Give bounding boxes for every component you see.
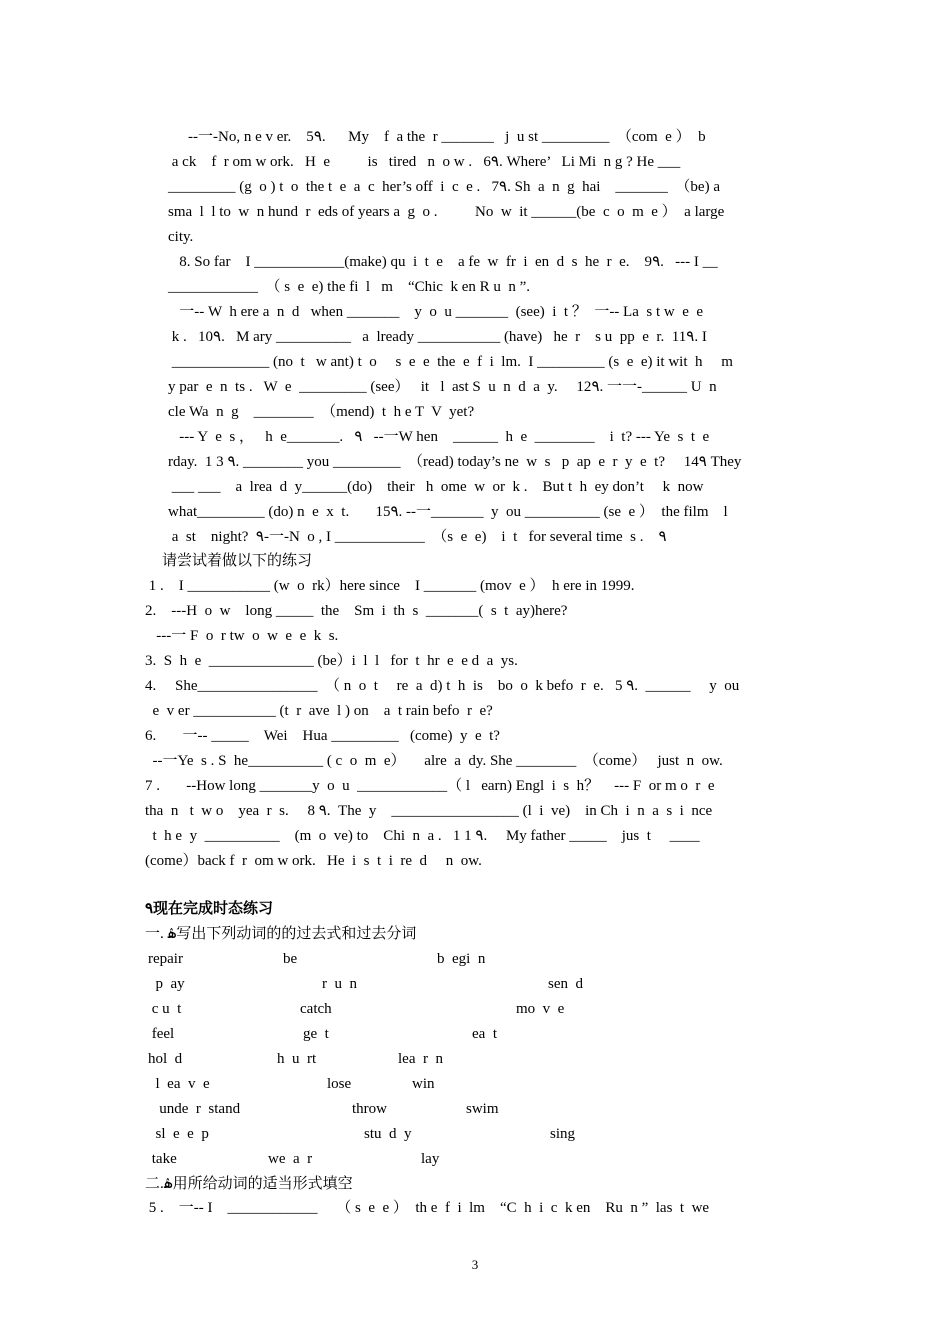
text-line: 8. So far I ____________(make) qu i t e a fe w fr i en d s he r e. 9٩. --- I __ (168, 254, 718, 270)
verb-row (0, 1149, 950, 1169)
verb: stu d y (364, 1126, 412, 1142)
text-line: a ck f r om w ork. H e is tired n o w . 6٩. Where’ Li Mi n g ? He ___ (168, 154, 681, 170)
verb-row (0, 1099, 950, 1119)
exercise-line: --一Ye s . S he__________ ( c o m e） alre a dy. She ________ （come） just n ow. (145, 753, 723, 769)
verb-row (0, 1124, 950, 1144)
section-intro: 请尝试着做以下的练习 (162, 553, 313, 569)
verb: sing (550, 1126, 576, 1142)
verb: be (283, 951, 298, 967)
verb: unde r stand (148, 1101, 241, 1117)
verb-row (0, 1049, 950, 1069)
exercise-line: 5 . 一-- I ____________ （ s e e ） th e f i lm “C h i c k en Ru n ” las t we (145, 1200, 710, 1216)
exercise-line: 1 . I ___________ (w o rk）here since I _______ (mov e ） h ere in 1999. (145, 578, 635, 594)
verb: mo v e (516, 1001, 565, 1017)
verb: catch (300, 1001, 332, 1017)
text-line: ____________ （ s e e) the fi l m “Chic k en R u n ”. (168, 279, 531, 295)
verb: c u t (148, 1001, 182, 1017)
verb: swim (466, 1101, 499, 1117)
text-line: _________ (g o ) t o the t e a c her’s off i c e . 7٩. Sh a n g hai _______ （be) a (168, 179, 720, 195)
page-number: 3 (471, 1257, 479, 1272)
text-line: 一-- W h ere a n d when _______ y o u _______ (see) i t ？ 一-- La s t w e e (168, 304, 704, 320)
text-line: city. (168, 229, 194, 245)
verb: b egi n (437, 951, 486, 967)
exercise-line: tha n t w o yea r s. 8 ٩. The y _________________ (l i ve) in Ch i n a s i nce (145, 803, 713, 819)
verb: p ay (148, 976, 185, 992)
verb: h u rt (277, 1051, 317, 1067)
verb: ge t (303, 1026, 329, 1042)
verb-row (0, 949, 950, 969)
exercise-line: t h e y __________ (m o ve) to Chi n a . 1 1 ٩. My father _____ jus t ____ (145, 828, 700, 844)
exercise-line: 4. She________________ （ n o t re a d) t h is bo o k befo r e. 5 ٩. ______ y ou (145, 678, 740, 694)
verb: lose (327, 1076, 352, 1092)
verb: l ea v e (148, 1076, 210, 1092)
exercise-line: (come）back f r om w ork. He i s t i re d n ow. (145, 853, 482, 869)
verb-row (0, 1074, 950, 1094)
verb: lay (421, 1151, 440, 1167)
verb: take (148, 1151, 177, 1167)
exercise-line: 2. ---H o w long _____ the Sm i th s _______( s t ay)here? (145, 603, 568, 619)
verb-row (0, 999, 950, 1019)
exercise-line: ---一 F o r tw o w e e k s. (145, 628, 339, 644)
text-line: a st night? ٩-一-N o , I ____________ （s e e) i t for several time s . ٩ (168, 529, 667, 545)
exercise-line: 6. 一-- _____ Wei Hua _________ (come) y e t? (145, 728, 500, 744)
text-line: --一-No, n e v er. 5٩. My f a the r _______ j u st _________ （com e ） b (188, 129, 706, 145)
text-line: what_________ (do) n e x t. 15٩. --一_______ y ou __________ (se e ） the film l (168, 504, 728, 520)
section-title: ٩现在完成时态练习 (145, 901, 274, 917)
verb: win (412, 1076, 435, 1092)
verb: r u n (322, 976, 357, 992)
text-line: y par e n ts . W e _________ (see） it l ast S u n d a y. 12٩. 一一-______ U n (168, 379, 717, 395)
verb: feel (148, 1026, 175, 1042)
text-line: cle Wa n g ________ （mend) t h e T V yet? (168, 404, 475, 420)
exercise-line: e v er ___________ (t r ave l ) on a t rain befo r e? (145, 703, 493, 719)
text-line: k . 10٩. M ary __________ a lready ___________ (have) he r s u pp e r. 11٩. I (168, 329, 707, 345)
verb: hol d (148, 1051, 183, 1067)
text-line: sma l l to w n hund r eds of years a g o . No w it ______(be c o m e ） a large (168, 204, 725, 220)
part-heading: 一. ۿ写出下列动词的的过去式和过去分词 (145, 926, 417, 942)
text-line: --- Y e s ， h e_______. ٩ --一W hen ______ h e ________ i t? --- Ye s t e (168, 429, 710, 445)
exercise-line: 3. S h e ______________ (be）i l l for t hr e e d a ys. (145, 653, 518, 669)
verb: sen d (548, 976, 583, 992)
verb: sl e e p (148, 1126, 209, 1142)
verb: we a r (268, 1151, 313, 1167)
verb: lea r n (398, 1051, 443, 1067)
verb: throw (352, 1101, 387, 1117)
verb: ea t (472, 1026, 497, 1042)
text-line: rday. 1 3 ٩. ________ you _________ （read) today’s ne w s p ap e r y e t? 14٩ They (168, 454, 742, 470)
text-line: _____________ (no t w ant) t o s e e the e f i lm. I _________ (s e e) it wit h m (168, 354, 733, 370)
text-line: ___ ___ a lrea d y______(do) their h ome w or k . But t h ey don’t k now (168, 479, 704, 495)
verb: repair (148, 951, 183, 967)
verb-row (0, 974, 950, 994)
exercise-line: 7 . --How long _______y o u ____________（ l earn) Engl i s h？ --- F or m o r e (145, 778, 715, 794)
part-heading: 二.ۿ用所给动词的适当形式填空 (145, 1176, 353, 1192)
verb-row (0, 1024, 950, 1044)
